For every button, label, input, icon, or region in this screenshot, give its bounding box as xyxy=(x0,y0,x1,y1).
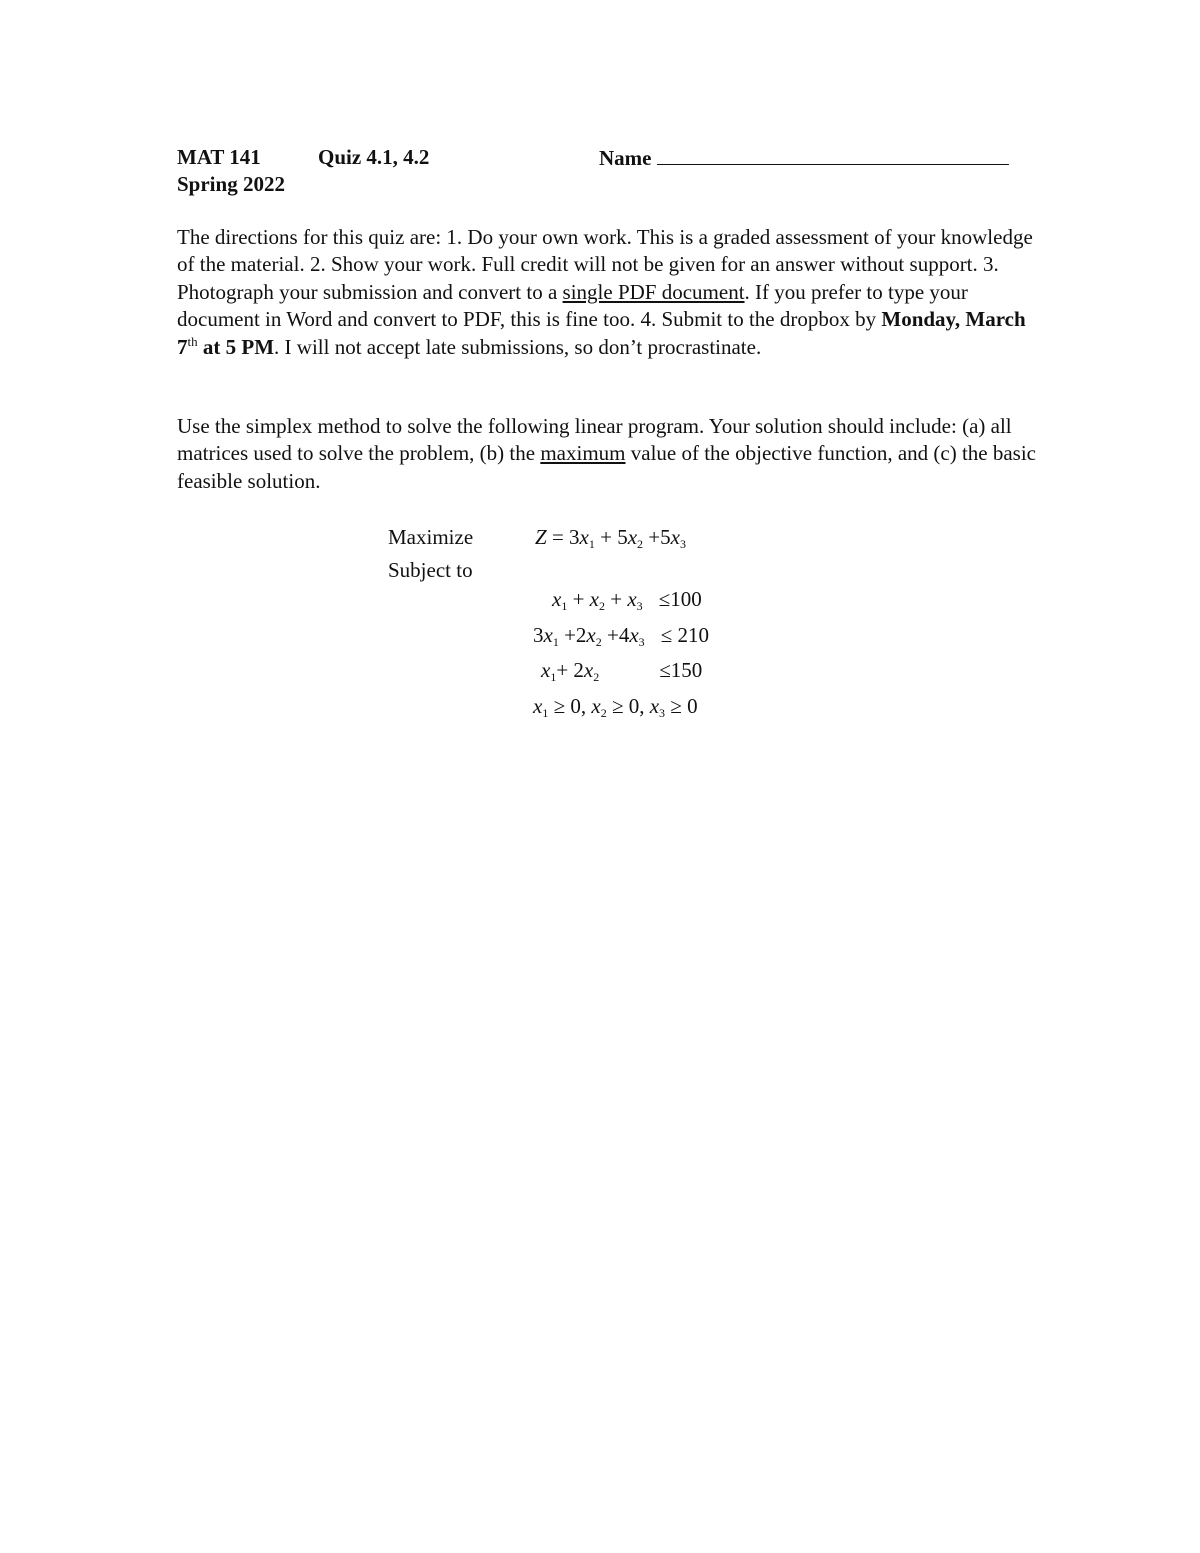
directions-paragraph: The directions for this quiz are: 1. Do your own work. This is a graded assessment of your knowledge of the material. 2. Show your work. Full credit will not be given for an answer without support. 3. Photograph your submission and convert to a single PDF document. If you prefer to type your document in Word and convert to PDF, this is fine too. 4. Submit to the dropbox by Monday, March 7th at 5 PM. I will not accept late submissions, so don’t procrastinate. xyxy=(177,225,1033,359)
objective-function: $Z = 3x_1 + 5x_2 +5x_3$ xyxy=(535,525,686,551)
constraint-1: $x_1 + x_2 + x_3 \le 100$ xyxy=(552,587,702,613)
constraint-3: $x_1+ 2x_2 \le 150$ xyxy=(541,658,703,684)
instructions-paragraph: Use the simplex method to solve the following linear program. Your solution should include: (a) all matrices used to solve the problem, (b) the maximum value of the objective function, and (c) the basic feasible solution. xyxy=(177,414,1037,493)
name-field xyxy=(599,144,1009,171)
term-label: Spring 2022 xyxy=(177,172,285,196)
deadline-day: Monday, March 7 xyxy=(177,307,1026,359)
constraint-2: $3x_1 +2x_2 +4x_3 \le 210$ xyxy=(533,623,709,649)
course-code: MAT 141 xyxy=(177,145,261,169)
nonnegativity-constraint: $x_1 \ge 0$, $x_2 \ge 0$, $x_3 \ge 0$ xyxy=(533,694,698,720)
single-pdf-emphasis: single PDF document xyxy=(562,279,745,304)
name-blank-line xyxy=(657,144,1009,165)
maximum-emphasis: maximum xyxy=(540,441,626,466)
maximize-label: Maximize xyxy=(388,525,474,549)
subject-to-label: Subject to xyxy=(388,558,473,582)
name-label: Name xyxy=(599,146,652,170)
deadline-time: at 5 PM xyxy=(197,334,275,359)
deadline-ordinal: th xyxy=(187,333,198,349)
quiz-title: Quiz 4.1, 4.2 xyxy=(318,145,430,169)
